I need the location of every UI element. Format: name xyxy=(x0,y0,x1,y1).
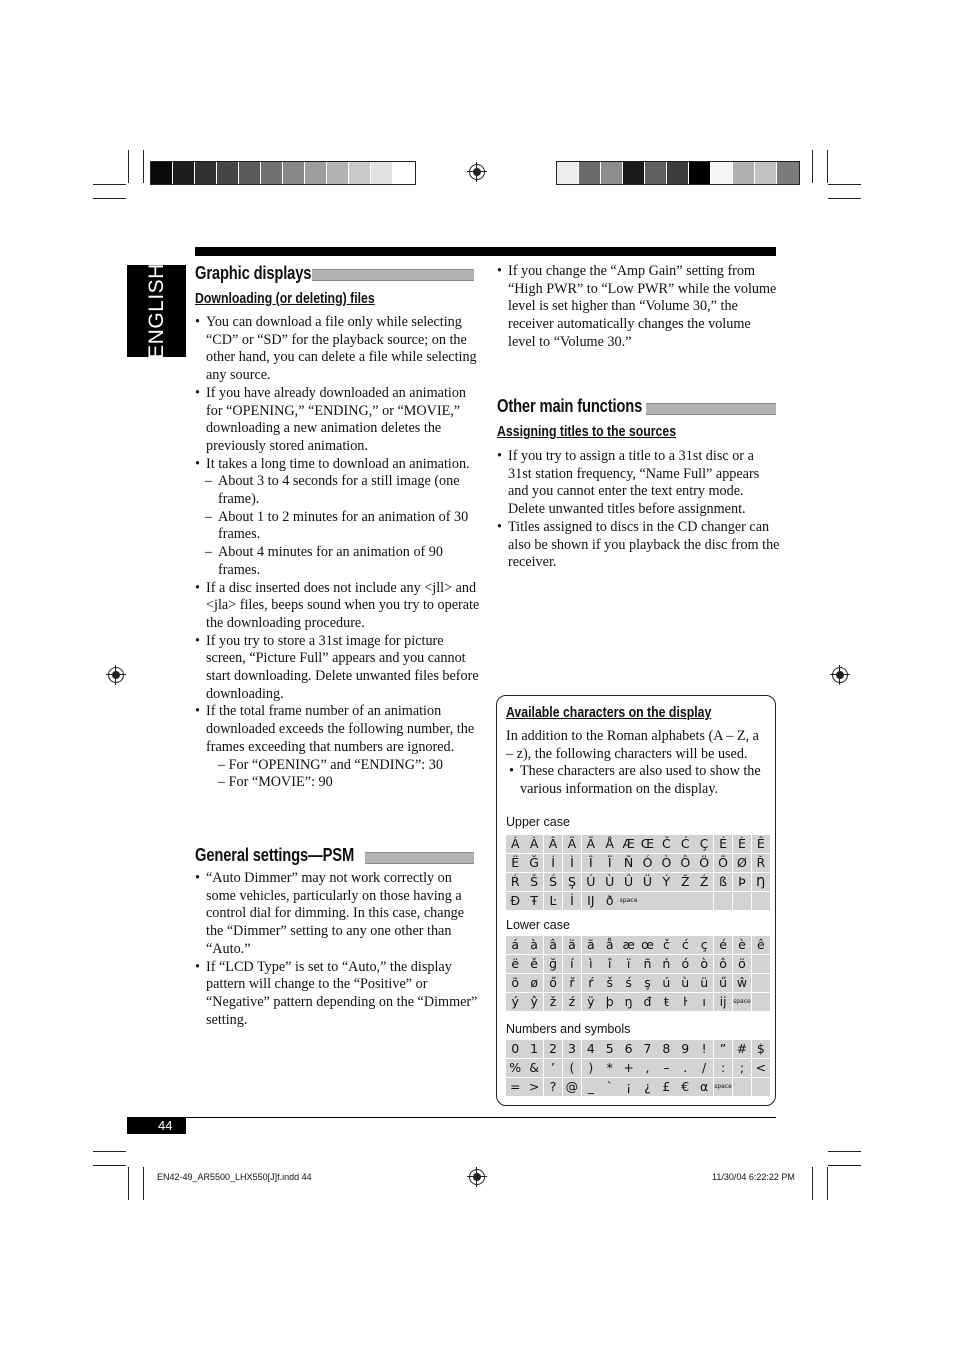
character-cell: Â xyxy=(544,835,563,853)
character-cell xyxy=(752,993,771,1011)
character-cell: 1 xyxy=(525,1040,544,1058)
character-cell: # xyxy=(733,1040,752,1058)
character-cell: Å xyxy=(600,835,619,853)
character-cell: * xyxy=(600,1059,619,1077)
character-cell: Œ xyxy=(638,835,657,853)
character-cell: Æ xyxy=(619,835,638,853)
list-item: • “Auto Dimmer” may not work correctly on some vehicles, particularly on those having a control dial for dimming. In this case, change the “Dimmer” setting to any one other than “Auto.” xyxy=(194,870,480,959)
character-cell: ä xyxy=(563,936,582,954)
heading-bar xyxy=(312,269,474,281)
character-cell: Ŕ xyxy=(506,873,525,891)
numbers-symbols-label: Numbers and symbols xyxy=(506,1022,631,1036)
character-cell: Ž xyxy=(676,873,695,891)
numbers-symbols-grid xyxy=(506,1040,770,1096)
character-cell: Ş xyxy=(563,873,582,891)
character-cell: ó xyxy=(676,955,695,973)
character-cell: ? xyxy=(544,1078,563,1096)
character-cell: ŋ xyxy=(619,993,638,1011)
character-cell: Ü xyxy=(638,873,657,891)
character-cell: ø xyxy=(525,974,544,992)
character-cell: È xyxy=(733,835,752,853)
character-cell: @ xyxy=(563,1078,582,1096)
character-cell: Ç xyxy=(695,835,714,853)
character-cell: ) xyxy=(582,1059,601,1077)
character-cell: $ xyxy=(752,1040,771,1058)
upper-case-grid xyxy=(506,835,770,910)
section-heading-general-settings: General settings—PSM xyxy=(195,845,355,865)
character-cell: & xyxy=(525,1059,544,1077)
character-cell: ( xyxy=(563,1059,582,1077)
character-cell: ŷ xyxy=(525,993,544,1011)
list-item: • If the total frame number of an animation downloaded exceeds the following number, the frames exceeding that numbers are ignored. xyxy=(194,703,480,756)
character-cell: Ô xyxy=(676,854,695,872)
character-cell: space xyxy=(733,993,752,1011)
character-cell: ş xyxy=(638,974,657,992)
character-cell: Í xyxy=(544,854,563,872)
character-cell: 0 xyxy=(506,1040,525,1058)
character-cell: £ xyxy=(657,1078,676,1096)
character-cell: ž xyxy=(544,993,563,1011)
page-number: 44 xyxy=(158,1118,173,1133)
character-cell: ź xyxy=(563,993,582,1011)
character-cell: – xyxy=(657,1059,676,1077)
character-cell: ı xyxy=(695,993,714,1011)
subheading-available-characters: Available characters on the display xyxy=(506,704,712,721)
character-cell: Ù xyxy=(600,873,619,891)
character-cell: ¿ xyxy=(638,1078,657,1096)
character-cell xyxy=(638,892,657,910)
character-cell: Ò xyxy=(657,854,676,872)
character-cell: 6 xyxy=(619,1040,638,1058)
character-cell: ñ xyxy=(638,955,657,973)
subheading-downloading: Downloading (or deleting) files xyxy=(195,290,375,307)
list-item: • You can download a file only while selecting “CD” or “SD” for the playback source; on the other hand, you can delete a file while selecting any source. xyxy=(194,314,480,385)
character-cell: é xyxy=(714,936,733,954)
character-cell: í xyxy=(563,955,582,973)
character-cell: á xyxy=(506,936,525,954)
list-item: • Titles assigned to discs in the CD changer can also be shown if you playback the disc from the receiver. xyxy=(496,519,781,572)
character-cell: Ä xyxy=(563,835,582,853)
character-cell: _ xyxy=(582,1078,601,1096)
character-cell: İ xyxy=(563,892,582,910)
other-main-functions-list xyxy=(496,448,781,572)
list-item: • If a disc inserted does not include any <jll> and <jla> files, beeps sound when you try to operate the downloading procedure. xyxy=(194,580,480,633)
character-cell: ã xyxy=(582,936,601,954)
character-cell: ß xyxy=(714,873,733,891)
character-cell xyxy=(657,892,676,910)
upper-case-label: Upper case xyxy=(506,815,570,829)
language-tab: ENGLISH xyxy=(127,265,186,357)
character-cell xyxy=(752,955,771,973)
character-cell xyxy=(695,892,714,910)
character-cell: ő xyxy=(544,974,563,992)
footer-timestamp: 11/30/04 6:22:22 PM xyxy=(712,1172,795,1182)
character-cell: ï xyxy=(619,955,638,973)
character-cell: đ xyxy=(638,993,657,1011)
character-cell: ê xyxy=(752,936,771,954)
character-cell: þ xyxy=(600,993,619,1011)
section-heading-other-main-functions: Other main functions xyxy=(497,396,643,416)
character-cell: č xyxy=(657,936,676,954)
character-cell: ô xyxy=(714,955,733,973)
registration-mark-icon xyxy=(469,164,485,180)
character-cell: ü xyxy=(695,974,714,992)
list-item: – About 4 minutes for an animation of 90 frames. xyxy=(194,544,480,579)
character-cell: + xyxy=(619,1059,638,1077)
character-cell: Č xyxy=(657,835,676,853)
character-cell: œ xyxy=(638,936,657,954)
footer-filename: EN42-49_AR5500_LHX550[J]f.indd 44 xyxy=(157,1172,312,1182)
character-cell: 2 xyxy=(544,1040,563,1058)
character-cell: ì xyxy=(582,955,601,973)
color-bar-left xyxy=(150,161,416,185)
character-cell: Ö xyxy=(695,854,714,872)
list-item: • It takes a long time to download an animation. xyxy=(194,456,480,474)
character-cell: ŀ xyxy=(676,993,695,1011)
character-cell xyxy=(676,892,695,910)
list-item: • If you try to assign a title to a 31st disc or a 31st station frequency, “Name Full” appears and you cannot enter the text entry mode. Delete unwanted titles before assignment. xyxy=(496,448,781,519)
character-cell: Ê xyxy=(752,835,771,853)
character-cell: space xyxy=(714,1078,733,1096)
registration-mark-icon xyxy=(832,667,848,683)
character-cell: 3 xyxy=(563,1040,582,1058)
character-cell: Š xyxy=(525,873,544,891)
character-cell: Ŋ xyxy=(752,873,771,891)
character-cell: ! xyxy=(695,1040,714,1058)
character-cell: î xyxy=(600,955,619,973)
character-cell xyxy=(752,1078,771,1096)
character-cell xyxy=(752,974,771,992)
character-cell: õ xyxy=(506,974,525,992)
character-cell: = xyxy=(506,1078,525,1096)
top-rule xyxy=(195,247,776,256)
character-cell: Ø xyxy=(733,854,752,872)
character-cell: ý xyxy=(506,993,525,1011)
character-cell: > xyxy=(525,1078,544,1096)
character-cell xyxy=(733,1078,752,1096)
character-cell: à xyxy=(525,936,544,954)
lower-case-label: Lower case xyxy=(506,918,570,932)
character-cell: Î xyxy=(582,854,601,872)
character-cell xyxy=(752,892,771,910)
character-cell: Ó xyxy=(638,854,657,872)
character-cell: ç xyxy=(695,936,714,954)
character-cell: ” xyxy=(714,1040,733,1058)
character-cell: ù xyxy=(676,974,695,992)
character-cell: ŕ xyxy=(582,974,601,992)
character-cell: ğ xyxy=(544,955,563,973)
character-cell: Đ xyxy=(506,892,525,910)
character-cell: Ĳ xyxy=(582,892,601,910)
character-cell: ś xyxy=(619,974,638,992)
character-cell: . xyxy=(676,1059,695,1077)
character-cell: ö xyxy=(733,955,752,973)
list-item: • If you have already downloaded an animation for “OPENING,” “ENDING,” or “MOVIE,” downloading a new animation deletes the previously stored animation. xyxy=(194,385,480,456)
character-cell: Ś xyxy=(544,873,563,891)
character-cell: ř xyxy=(563,974,582,992)
general-settings-list xyxy=(194,870,480,1029)
character-cell: ŧ xyxy=(657,993,676,1011)
character-cell: å xyxy=(600,936,619,954)
character-cell: Õ xyxy=(714,854,733,872)
character-cell: Ã xyxy=(582,835,601,853)
character-cell: ` xyxy=(600,1078,619,1096)
character-cell: Þ xyxy=(733,873,752,891)
character-cell: Ć xyxy=(676,835,695,853)
character-cell: Ë xyxy=(506,854,525,872)
character-cell: Ý xyxy=(657,873,676,891)
character-cell: : xyxy=(714,1059,733,1077)
color-bar-right xyxy=(556,161,800,185)
character-cell: Ř xyxy=(752,854,771,872)
amp-gain-note: • If you change the “Amp Gain” setting from “High PWR” to “Low PWR” while the volume level is set higher than “Volume 30,” the receiver automatically changes the volume level to “Volume 30.” xyxy=(496,263,781,352)
character-cell: α xyxy=(695,1078,714,1096)
character-cell: ë xyxy=(506,955,525,973)
character-cell: Ğ xyxy=(525,854,544,872)
character-cell: À xyxy=(525,835,544,853)
character-cell: , xyxy=(638,1059,657,1077)
list-item: • If “LCD Type” is set to “Auto,” the display pattern will change to the “Positive” or “Negative” pattern depending on the “Dimmer” setting. xyxy=(194,959,480,1030)
list-item: – For “OPENING” and “ENDING”: 30 xyxy=(218,756,443,773)
character-cell: % xyxy=(506,1059,525,1077)
character-cell: ; xyxy=(733,1059,752,1077)
character-cell: Ź xyxy=(695,873,714,891)
subheading-assigning-titles: Assigning titles to the sources xyxy=(497,423,677,440)
character-cell: ÿ xyxy=(582,993,601,1011)
character-cell: ű xyxy=(714,974,733,992)
character-cell: š xyxy=(600,974,619,992)
character-cell: ń xyxy=(657,955,676,973)
character-cell: ě xyxy=(525,955,544,973)
character-cell: Ì xyxy=(563,854,582,872)
character-cell: ’ xyxy=(544,1059,563,1077)
registration-mark-icon xyxy=(108,667,124,683)
section-heading-graphic-displays: Graphic displays xyxy=(195,263,312,283)
character-cell: Ñ xyxy=(619,854,638,872)
character-cell: ŵ xyxy=(733,974,752,992)
character-cell: Á xyxy=(506,835,525,853)
character-cell: Ŧ xyxy=(525,892,544,910)
character-cell: 7 xyxy=(638,1040,657,1058)
character-cell: Û xyxy=(619,873,638,891)
character-cell: ò xyxy=(695,955,714,973)
character-cell: É xyxy=(714,835,733,853)
list-item: – For “MOVIE”: 90 xyxy=(218,774,333,791)
character-cell xyxy=(714,892,733,910)
character-cell: 9 xyxy=(676,1040,695,1058)
character-cell: / xyxy=(695,1059,714,1077)
character-cell: è xyxy=(733,936,752,954)
character-cell: æ xyxy=(619,936,638,954)
character-cell: 4 xyxy=(582,1040,601,1058)
character-cell: space xyxy=(619,892,638,910)
list-item: – About 3 to 4 seconds for a still image (one frame). xyxy=(194,473,480,508)
list-item: • If you try to store a 31st image for picture screen, “Picture Full” appears and you cannot start downloading. Delete unwanted files before downloading. xyxy=(194,633,480,704)
heading-bar xyxy=(365,852,474,864)
character-cell xyxy=(733,892,752,910)
lower-case-grid xyxy=(506,936,770,1011)
list-item: – About 1 to 2 minutes for an animation of 30 frames. xyxy=(194,509,480,544)
registration-mark-icon xyxy=(469,1169,485,1185)
character-cell: â xyxy=(544,936,563,954)
character-cell: < xyxy=(752,1059,771,1077)
character-cell: Ŀ xyxy=(544,892,563,910)
character-cell: 8 xyxy=(657,1040,676,1058)
character-cell: € xyxy=(676,1078,695,1096)
heading-bar xyxy=(646,403,776,415)
bottom-rule xyxy=(186,1117,776,1118)
character-cell: ¡ xyxy=(619,1078,638,1096)
character-cell: Ú xyxy=(582,873,601,891)
graphic-displays-list xyxy=(194,314,480,792)
character-cell: ú xyxy=(657,974,676,992)
character-cell: ĳ xyxy=(714,993,733,1011)
character-cell: ð xyxy=(600,892,619,910)
character-cell: ć xyxy=(676,936,695,954)
available-characters-intro: In addition to the Roman alphabets (A – Z, a – z), the following characters will be used. • These characters are also used to show the various information on the display. xyxy=(506,728,768,799)
character-cell: Ï xyxy=(600,854,619,872)
character-cell: 5 xyxy=(600,1040,619,1058)
